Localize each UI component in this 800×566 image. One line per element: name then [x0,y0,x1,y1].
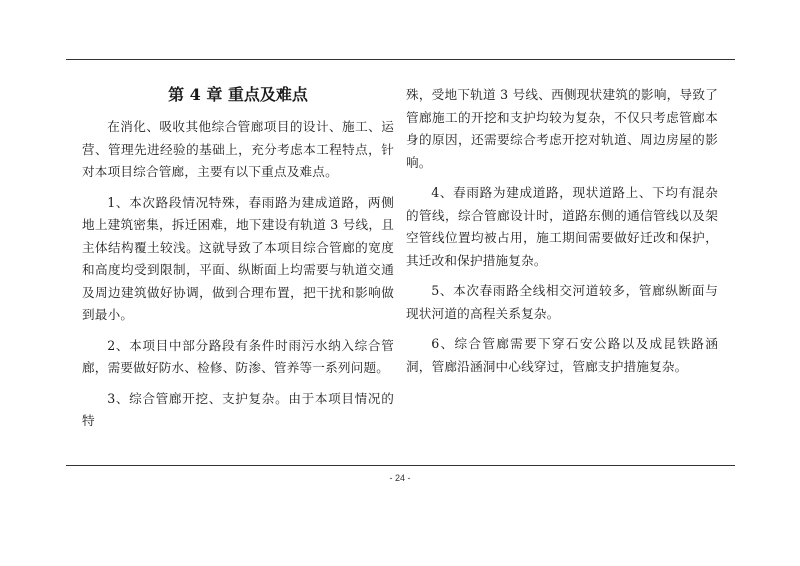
header-rule [66,59,735,60]
right-column [406,84,718,386]
page-number: - 24 - [389,473,411,483]
left-column [82,72,394,441]
point-1-paragraph: 1、本次路段情况特殊，春雨路为建成道路，两侧地上建筑密集，拆迁困难，地下建设有轨道 3 号线，且主体结构覆土较浅。这就导致了本项目综合管廊的宽度和高度均受到限制，平面、纵断面上均需要与轨道交通及周边建筑做好协调，做到合理布置，把干扰和影响做到最小。 [82,194,394,322]
point-2-paragraph: 2、本项目中部分路段有条件时雨污水纳入综合管廊，需要做好防水、检修、防渗、管养等一系列问题。 [82,337,394,375]
point-3-paragraph-continuation: 殊，受地下轨道 3 号线、西侧现状建筑的影响，导致了管廊施工的开挖和支护均较为复杂，不仅只考虑管廊本身的原因，还需要综合考虑开挖对轨道、周边房屋的影响。 [406,87,718,170]
intro-paragraph: 在消化、吸收其他综合管廊项目的设计、施工、运营、管理先进经验的基础上，充分考虑本工程特点，针对本项目综合管廊，主要有以下重点及难点。 [82,119,394,179]
point-5-paragraph: 5、本次春雨路全线相交河道较多，管廊纵断面与现状河道的高程关系复杂。 [406,283,718,321]
point-3-paragraph-start: 3、综合管廊开挖、支护复杂。由于本项目情况的特 [82,390,394,428]
chapter-title: 第 4 章 重点及难点 [168,85,308,104]
footer-rule [66,465,735,466]
point-4-paragraph: 4、春雨路为建成道路，现状道路上、下均有混杂的管线，综合管廊设计时，道路东侧的通信管线以及架空管线位置均被占用，施工期间需要做好迁改和保护，其迁改和保护措施复杂。 [406,185,718,268]
point-6-paragraph: 6、综合管廊需要下穿石安公路以及成昆铁路涵洞，管廊沿涵洞中心线穿过，管廊支护措施复杂。 [406,336,718,374]
